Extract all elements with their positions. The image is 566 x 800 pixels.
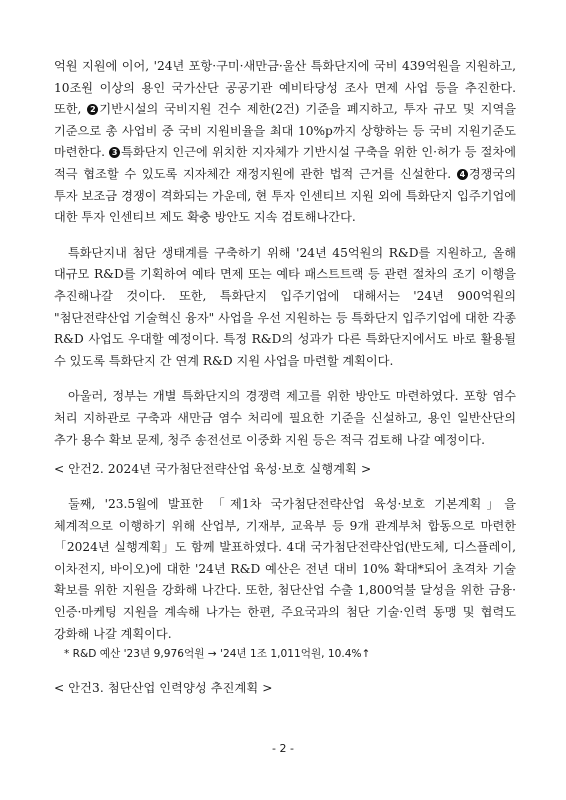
spacer: [54, 480, 516, 494]
spacer: [54, 372, 516, 386]
page-number: - 2 -: [272, 742, 294, 755]
spacer: [54, 229, 516, 243]
spacer: [54, 451, 516, 459]
paragraph-1: [54, 56, 516, 229]
paragraph-1-part-c: 특화단지 인근에 위치한 지자체가 기반시설 구축을 위한 인·허가 등 절차에 적극 협조할 수 있도록 지자체간 재정지원에 관한 법적 근거를 신설한다.: [54, 145, 517, 181]
paragraph-1-part-d: 경쟁국의 투자 보조금 경쟁이 격화되는 가운데, 현 투자 인센티브 지원 외에 특화단지 입주기업에 대한 투자 인센티브 제도 확충 방안도 지속 검토해나간다.: [54, 166, 516, 225]
paragraph-4: 둘째, '23.5월에 발표한 「제1차 국가첨단전략산업 육성·보호 기본계획」을 체계적으로 이행하기 위해 산업부, 기재부, 교육부 등 9개 관계부처 합동으로 마련한 「2024년 실행계획」도 함께 발표하였다. 4대 국가첨단전략산업(반도체, 디스플레이, 이차전지, 바이오)에 대한 '24년 R&D 예산은 전년 대비 10% 확대*되어 초격차 기술 확보를 위한 지원을 강화해 나간다. 또한, 첨단산업 수출 1,800억불 달성을 위한 금융·인증·마케팅 지원을 계속해 나가는 한편, 주요국과의 첨단 기술·인력 동맹 및 협력도 강화해 나갈 계획이다.: [54, 497, 516, 641]
circled-number-4: 4: [457, 169, 468, 180]
footnote: * R&D 예산 '23년 9,976억원 → '24년 1조 1,011억원, 10.4%↑: [64, 648, 371, 661]
circled-number-2: 2: [87, 104, 98, 115]
circled-number-3: 3: [109, 147, 120, 158]
section-heading-3: < 안건3. 첨단산업 인력양성 추진계획 >: [54, 681, 273, 696]
paragraph-1-part-b: 기반시설의 국비지원 건수 제한(2건) 기준을 폐지하고, 투자 규모 및 지역을 기준으로 총 사업비 중 국비 지원비율을 최대 10%p까지 상향하는 등 국비 지원기준도 마련한다.: [54, 102, 516, 160]
paragraph-1-part-a: 억원 지원에 이어, '24년 포항·구미·새만금·울산 특화단지에 국비 439억원을 지원하고, 10조원 이상의 용인 국가산단 공공기관 예비타당성 조사 면제 사업 등을 추진한다. 또한,: [54, 59, 516, 117]
document-body: [54, 56, 516, 699]
paragraph-3: 아울러, 정부는 개별 특화단지의 경쟁력 제고를 위한 방안도 마련하였다. 포항 염수 처리 지하관로 구축과 새만금 염수 처리에 필요한 기준을 신설하고, 용인 일반산단의 추가 용수 확보 문제, 청주 송전선로 이중화 지원 등은 적극 검토해 나갈 예정이다.: [54, 389, 516, 447]
spacer: [54, 664, 516, 678]
section-heading-2: < 안건2. 2024년 국가첨단전략산업 육성·보호 실행계획 >: [54, 462, 372, 477]
paragraph-2: 특화단지내 첨단 생태계를 구축하기 위해 '24년 45억원의 R&D를 지원하고, 올해 대규모 R&D를 기획하여 예타 면제 또는 예타 패스트트랙 등 관련 절차의 조기 이행을 추진해나갈 것이다. 또한, 특화단지 입주기업에 대해서는 '24년 900억원의 "첨단전략산업 기술혁신 융자" 사업을 우선 지원하는 등 특화단지 입주기업에 대한 각종 R&D 사업도 우대할 예정이다. 특정 R&D의 성과가 다른 특화단지에서도 바로 활용될 수 있도록 특화단지 간 연계 R&D 지원 사업을 마련할 계획이다.: [54, 245, 517, 368]
